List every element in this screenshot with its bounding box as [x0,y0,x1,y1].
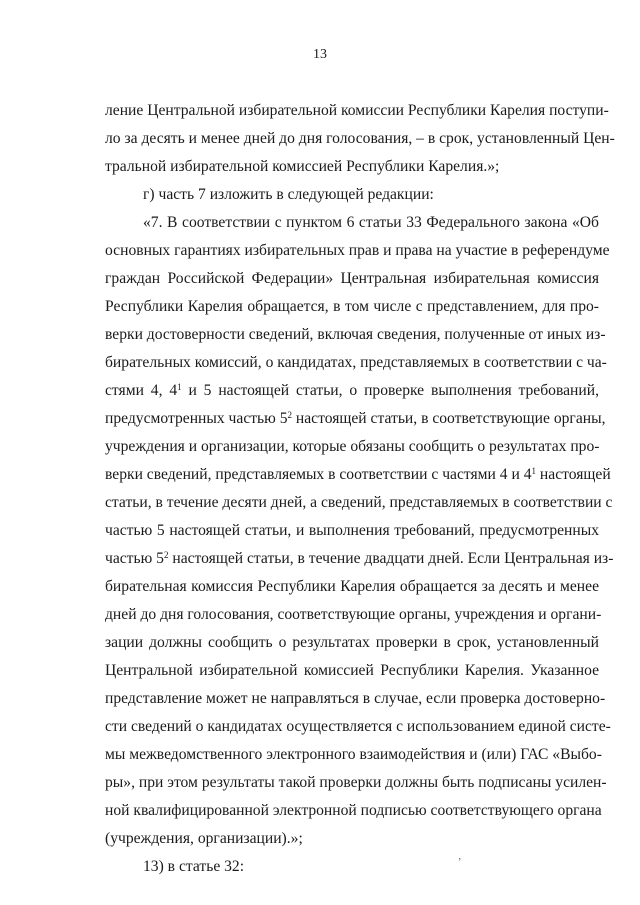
text-line: Республики Карелия обращается, в том числе с представлением, для про- [105,298,599,315]
text-line: Центральной избирательной комиссией Республики Карелия. Указанное [105,662,599,679]
text-line: стями 4, $4^1$ и 5 настоящей статьи, о проверке выполнения требований, [105,382,599,399]
text-line: мы межведомственного электронного взаимодействия и (или) ГАС «Выбо- [105,746,602,763]
text-line: (учреждения, организации).»; [105,830,303,847]
text-line: частью 5 настоящей статьи, и выполнения требований, предусмотренных [105,522,599,539]
text-line: сти сведений о кандидатах осуществляется с использованием единой систе- [105,718,611,735]
text-line: ло за десять и менее дней до дня голосования, – в срок, установленный Цен- [105,130,615,147]
text-line: представление может не направляться в случае, если проверка достоверно- [105,690,606,707]
text-line: бирательных комиссий, о кандидатах, представляемых в соответствии с ча- [105,354,607,371]
text-line: верки достоверности сведений, включая сведения, полученные от иных из- [105,326,606,343]
text-line: частью $5^2$ настоящей статьи, в течение двадцати дней. Если Центральная из- [105,550,614,567]
text-line: зации должны сообщить о результатах проверки в срок, установленный [105,634,599,651]
text-line: статьи, в течение десяти дней, а сведений, представляемых в соответствии с [105,494,613,511]
text-line: верки сведений, представляемых в соответствии с частями 4 и $4^1$ настоящей [105,466,611,483]
text-line: бирательная комиссия Республики Карелия обращается за десять и менее [105,578,599,595]
text-line: тральной избирательной комиссией Республики Карелия.»; [105,158,500,175]
text-line: граждан Российской Федерации» Центральная избирательная комиссия [105,270,599,287]
text-line: г) часть 7 изложить в следующей редакции: [143,186,434,203]
text-line: основных гарантиях избирательных прав и права на участие в референдуме [105,242,610,259]
text-line: дней до дня голосования, соответствующие органы, учреждения и органи- [105,606,602,623]
text-line: предусмотренных частью $5^2$ настоящей статьи, в соответствующие органы, [105,410,606,427]
scan-speck: ’ [458,857,462,868]
text-line: ры», при этом результаты такой проверки должны быть подписаны усилен- [105,774,607,791]
text-line: «7. В соответствии с пунктом 6 статьи 33 Федерального закона «Об [143,214,599,231]
text-line: учреждения и организации, которые обязаны сообщить о результатах про- [105,438,600,455]
text-line: 13) в статье 32: [143,858,245,875]
page-number: 13 [313,47,327,62]
text-line: ной квалифицированной электронной подписью соответствующего органа [105,802,602,819]
text-line: ление Центральной избирательной комиссии Республики Карелия поступи- [105,102,609,119]
